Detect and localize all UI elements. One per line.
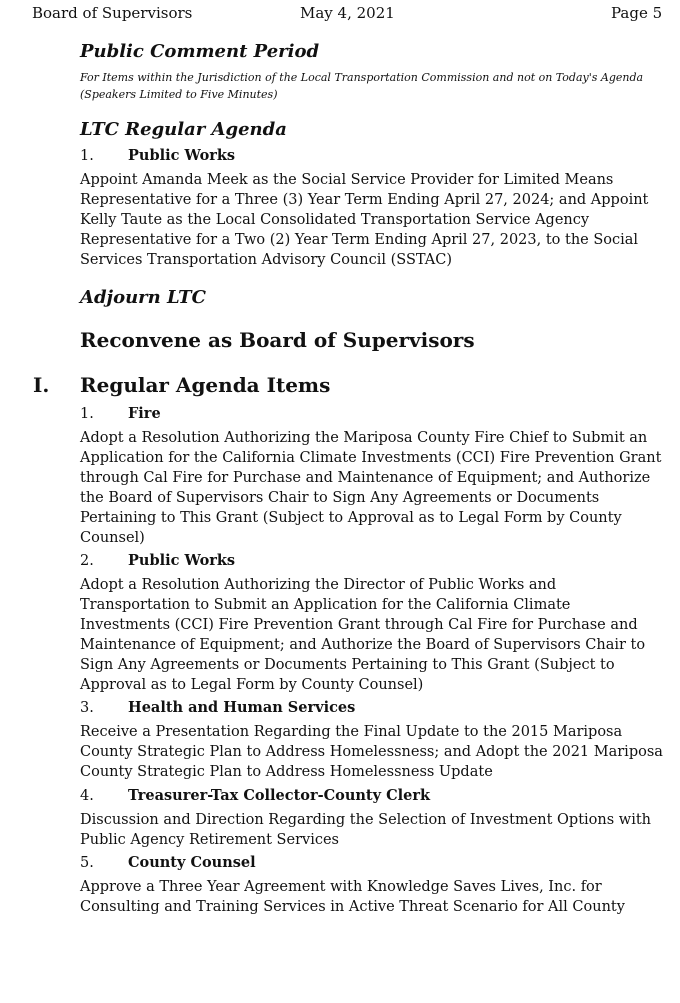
- ltc-agenda-heading: LTC Regular Agenda: [80, 119, 287, 140]
- agenda-item-number: 4.: [80, 788, 94, 804]
- agenda-item-description: Approve a Three Year Agreement with Knowledge Saves Lives, Inc. for Consulting and Training Services in Active Threat Scenario for All County: [80, 879, 625, 915]
- agenda-item-number: 2.: [80, 553, 94, 569]
- section-numeral: I.: [33, 373, 50, 397]
- public-comment-heading: Public Comment Period: [80, 41, 320, 62]
- header-page-number: Page 5: [611, 4, 663, 22]
- agenda-item-description: Adopt a Resolution Authorizing the Mariposa County Fire Chief to Submit an Application for the California Climate Investments (CCI) Fire Prevention Grant through Cal Fire for Purchase and Maintenance of Equipment; and Authorize the Board of Supervisors Chair to Sign Any Agreements or Documents Pertaining to This Grant (Subject to Approval as to Legal Form by County Counsel): [80, 430, 662, 546]
- reconvene-heading: Reconvene as Board of Supervisors: [80, 328, 475, 352]
- header-board-name: Board of Supervisors: [32, 4, 193, 22]
- agenda-item-number: 5.: [80, 855, 94, 871]
- agenda-item-title: Fire: [128, 405, 161, 422]
- agenda-item-title: Health and Human Services: [128, 699, 356, 716]
- agenda-item-description: Discussion and Direction Regarding the Selection of Investment Options with Public Agency Retirement Services: [80, 812, 652, 848]
- agenda-item-description: Adopt a Resolution Authorizing the Director of Public Works and Transportation to Submit an Application for the California Climate Investments (CCI) Fire Prevention Grant through Cal Fire for Purchase and Maintenance of Equipment; and Authorize the Board of Supervisors Chair to Sign Any Agreements or Documents Pertaining to This Grant (Subject to Approval as to Legal Form by County Counsel): [80, 577, 646, 693]
- public-comment-note: For Items within the Jurisdiction of the Local Transportation Commission and not on Today's Agenda (Speakers Limited to Five Minutes): [80, 71, 644, 101]
- agenda-item-title: Treasurer-Tax Collector-County Clerk: [128, 787, 431, 804]
- regular-agenda-heading: Regular Agenda Items: [80, 373, 331, 397]
- agenda-item-title: Public Works: [128, 552, 236, 569]
- agenda-item-number: 3.: [80, 700, 94, 716]
- ltc-item-description: Appoint Amanda Meek as the Social Service Provider for Limited Means Representative for a Three (3) Year Term Ending April 27, 2024; and Appoint Kelly Taute as the Local Consolidated Transportation Service Agency Representative for a Two (2) Year Term Ending April 27, 2023, to the Social Services Transportation Advisory Council (SSTAC): [80, 172, 649, 268]
- agenda-item-title: County Counsel: [128, 854, 256, 871]
- header-date: May 4, 2021: [300, 4, 395, 22]
- adjourn-ltc-heading: Adjourn LTC: [80, 287, 206, 308]
- ltc-item-title: Public Works: [128, 147, 236, 164]
- ltc-item-number: 1.: [80, 148, 94, 164]
- agenda-item-number: 1.: [80, 406, 94, 422]
- agenda-item-description: Receive a Presentation Regarding the Final Update to the 2015 Mariposa County Strategic Plan to Address Homelessness; and Adopt the 2021 Mariposa County Strategic Plan to Address Homelessness Update: [80, 724, 663, 780]
